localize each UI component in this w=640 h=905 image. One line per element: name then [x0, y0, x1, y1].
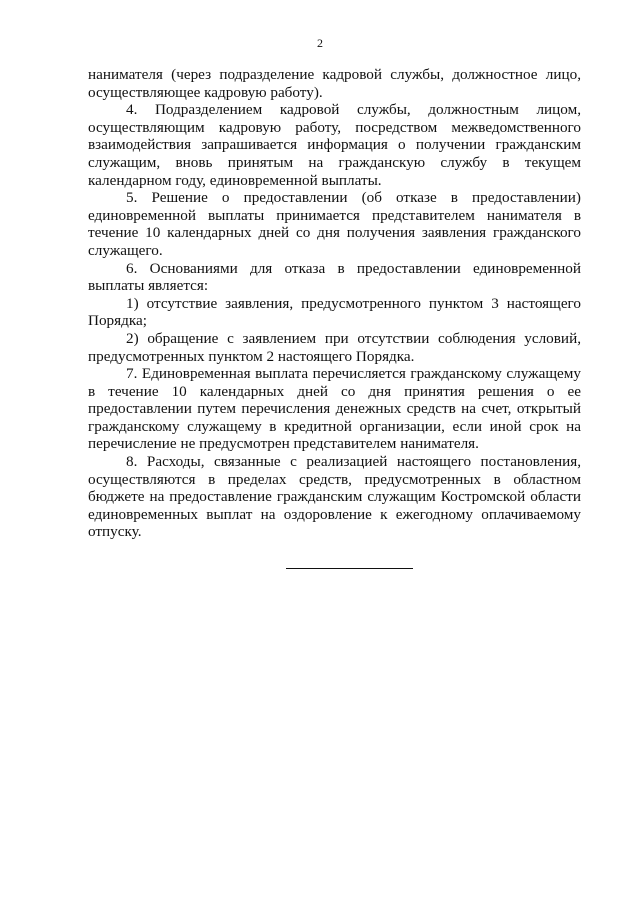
paragraph-continuation: нанимателя (через подразделение кадровой службы, должностное лицо, осуществляющее кадровую работу). [88, 66, 581, 101]
document-body [88, 66, 581, 541]
paragraph-6: 6. Основаниями для отказа в предоставлении единовременной выплаты является: [88, 259, 581, 295]
paragraph-8: 8. Расходы, связанные с реализацией настоящего постановления, осуществляются в пределах средств, предусмотренных в областном бюджете на предоставление гражданским служащим Костромской области единовременных выплат на оздоровление к ежегодному оплачиваемому отпуску. [88, 453, 581, 541]
paragraph-5: 5. Решение о предоставлении (об отказе в предоставлении) единовременной выплаты принимается представителем нанимателя в течение 10 календарных дней со дня получения заявления гражданского служащего. [88, 189, 581, 259]
paragraph-6-item-2: 2) обращение с заявлением при отсутствии соблюдения условий, предусмотренных пунктом 2 настоящего Порядка. [88, 329, 581, 365]
page-number: 2 [317, 36, 323, 50]
closing-divider-line [286, 568, 413, 569]
paragraph-6-item-1: 1) отсутствие заявления, предусмотренного пунктом 3 настоящего Порядка; [88, 294, 581, 330]
paragraph-7: 7. Единовременная выплата перечисляется гражданскому служащему в течение 10 календарных дней со дня принятия решения о ее предоставлении путем перечисления денежных средств на счет, открытый гражданскому служащему в кредитной организации, если иной срок на перечисление не предусмотрен представителем нанимателя. [88, 365, 581, 453]
paragraph-4: 4. Подразделением кадровой службы, должностным лицом, осуществляющим кадровую работу, посредством межведомственного взаимодействия запрашивается информация о получении гражданским служащим, вновь принятым на гражданскую службу в текущем календарном году, единовременной выплаты. [88, 101, 581, 189]
